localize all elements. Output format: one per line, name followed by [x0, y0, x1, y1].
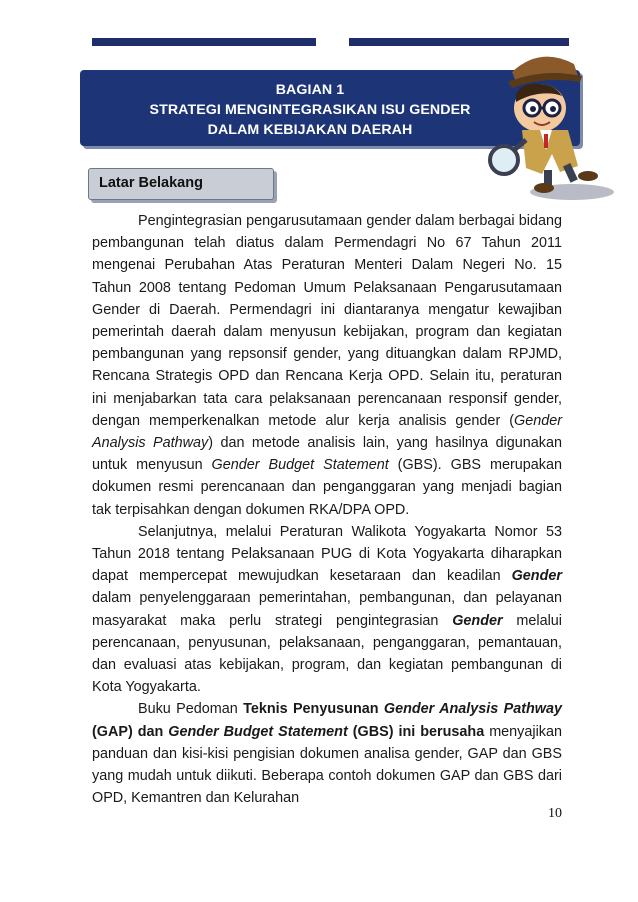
paragraph-2-text-a: Selanjutnya, melalui Peraturan Walikota Yogyakarta Nomor 53 Tahun 2018 tentang Pelaksanaan PUG di Kota Yogyakarta diharapkan dapat mempercepat mewujudkan kesetaraan dan keadilan [92, 523, 562, 585]
chapter-title-line-2: DALAM KEBIJAKAN DAERAH [207, 122, 413, 138]
paragraph-3 [92, 698, 562, 809]
paragraph-3-bold-1: Teknis Penyusunan [243, 701, 384, 718]
paragraph-3-bold-italic-gap: Gender Analysis Pathway [383, 701, 562, 718]
chapter-number: BAGIAN 1 [275, 82, 345, 98]
detective-mascot-icon [482, 42, 616, 202]
top-rule-left [92, 38, 316, 46]
section-label [88, 168, 274, 200]
paragraph-3-text-a: Buku Pedoman [138, 701, 244, 718]
paragraph-3-bold-3: (GBS) ini berusaha [347, 723, 485, 740]
page-number: 10 [548, 806, 562, 821]
paragraph-2-text-b: dalam penyelenggaraan pemerintahan, pembangunan, dan pelayanan masyarakat maka perlu strategi pengintegrasian [92, 590, 562, 629]
chapter-title [120, 80, 500, 140]
paragraph-1-text-a: Pengintegrasian pengarusutamaan gender dalam berbagai bidang pembangunan telah diatus dalam Permendagri No 67 Tahun 2011 mengenai Perubahan Atas Peraturan Menteri Dalam Negeri No. 15 Tahun 2008 tentang Pedoman Umum Pelaksanaan Pengarusutamaan Gender di Daerah. Permendagri ini diantaranya mengatur kewajiban pemerintah daerah dalam menyusun kebijakan, program dan kegiatan pembangunan yang repsonsif gender, yang dituangkan dalam RPJMD, Rencana Strategis OPD dan Rencana Kerja OPD. Selain itu, peraturan ini menjabarkan tata cara pelaksanaan perencanaan responsif gender, dengan memperkenalkan metode alur kerja analisis gender ( [92, 213, 562, 429]
paragraph-1-text-b: ) dan metode analisis lain, yang hasilnya digunakan untuk menyusun [92, 435, 562, 474]
paragraph-2-emphasis-1: Gender [511, 568, 562, 585]
paragraph-3-text-c: menyajikan panduan dan kisi-kisi pengisian dokumen analisa gender, GAP dan GBS yang mudah untuk diikuti. Beberapa contoh dokumen GAP dan GBS dari OPD, Kemantren dan Kelurahan [92, 723, 562, 807]
chapter-title-line-1: STRATEGI MENGINTEGRASIKAN ISU GENDER [149, 102, 471, 118]
paragraph-3-bold-italic-gbs: Gender Budget Statement [168, 723, 348, 740]
paragraph-3-bold-2: (GAP) dan [92, 723, 169, 740]
section-label-text: Latar Belakang [99, 175, 203, 191]
paragraph-2-emphasis-2: Gender [452, 612, 503, 629]
paragraph-2-text-c: melalui perencanaan, penyusunan, pelaksanaan, penganggaran, pemantauan, dan evaluasi atas kebijakan, program, dan kegiatan pembangunan di Kota Yogyakarta. [92, 612, 562, 696]
body-text [92, 210, 562, 809]
paragraph-1-text-c: (GBS). GBS merupakan dokumen resmi perencanaan dan penganggaran yang menjadi bagian tak terpisahkan dengan dokumen RKA/DPA OPD. [92, 457, 562, 518]
paragraph-1 [92, 210, 562, 521]
paragraph-1-italic-gbs: Gender Budget Statement [211, 457, 389, 474]
paragraph-2 [92, 521, 562, 699]
paragraph-1-italic-gap: Gender Analysis Pathway [92, 412, 562, 452]
